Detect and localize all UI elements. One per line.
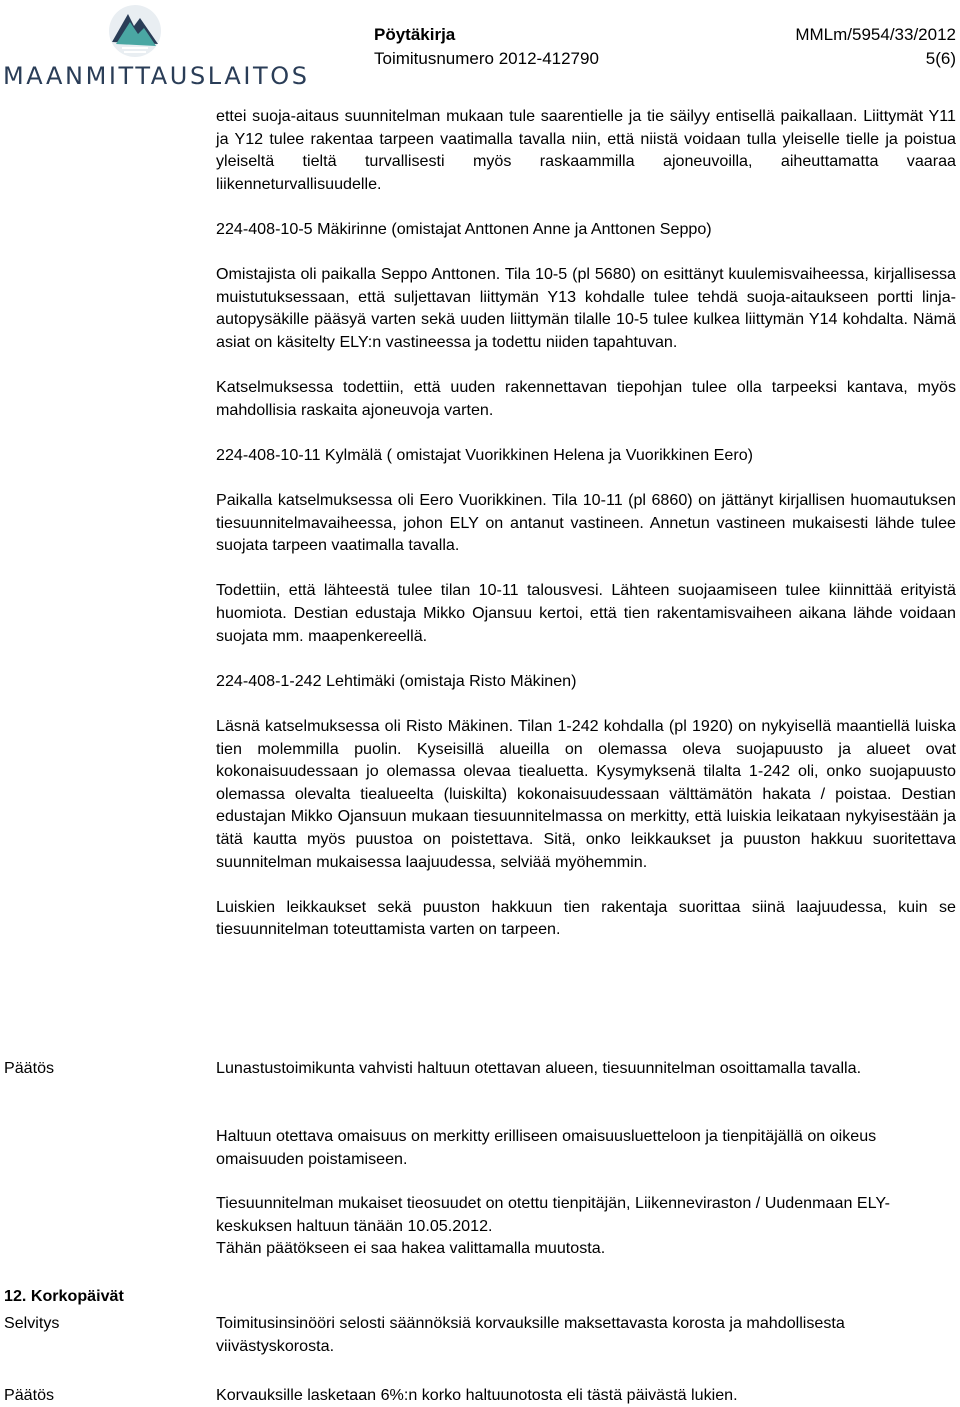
- interest-decision-text: [216, 1384, 956, 1407]
- section-heading: 12. Korkopäivät: [4, 1287, 124, 1305]
- paragraph: Katselmuksessa todettiin, että uuden rakennettavan tiepohjan tulee olla tarpeeksi kantava, myös mahdollisia raskaita ajoneuvoja varten.: [216, 378, 956, 419]
- logo-emblem-icon: [108, 4, 162, 58]
- paragraph: Lunastustoimikunta vahvisti haltuun otettavan alueen, tiesuunnitelman osoittamalla tavalla.: [216, 1059, 862, 1077]
- paragraph: Läsnä katselmuksessa oli Risto Mäkinen. Tilan 1-242 kohdalla (pl 1920) on nykyisellä maantiellä luiska tien molemmilla puolin. Kyseisillä alueilla on olemassa oleva suojapuusto ja alueet ovat kokonaisuudessaan jo olemassa olevaa tiealuetta. Kysymyksenä tilalta 1-242 oli, onko suojapuusto olemassa olevalta tiealueelta (luiskilta) kokonaisuudessaan välttämätön hakata / poistaa. Destian edustajan Mikko Ojansuun mukaan tiesuunnitelmassa on merkitty, että luiskia leikataan nykyisestään ja tätä kautta myös puustoa on poistettava. Sitä, onko leikkaukset ja puuston hakkuu suoritettava suunnitelman mukaisessa laajuudessa, selviää myöhemmin.: [216, 717, 956, 871]
- decision-text-2: [216, 1125, 956, 1170]
- paragraph: Korvauksille lasketaan 6%:n korko haltuunotosta eli tästä päivästä lukien.: [216, 1386, 738, 1404]
- case-number: Toimitusnumero 2012-412790: [374, 49, 599, 68]
- paragraph: ettei suoja-aitaus suunnitelman mukaan tule saarentielle ja tie säilyy entisellä paikallaan. Liittymät Y11 ja Y12 tulee rakentaa tarpeen vaatimalla tavalla niin, että niistä voidaan tulla yleiselle tielle ja poistua yleiseltä tieltä turvallisesti myös raskaammilla ajoneuvoilla, aiheuttamatta vaaraa liikenneturvallisuudelle.: [216, 107, 956, 193]
- selvitys-label: Selvitys: [4, 1314, 60, 1332]
- property-heading: 224-408-10-11 Kylmälä ( omistajat Vuorikkinen Helena ja Vuorikkinen Eero): [216, 445, 754, 464]
- decision-text-1: [216, 1057, 956, 1080]
- paragraph: Tähän päätökseen ei saa hakea valittamalla muutosta.: [216, 1239, 606, 1258]
- paragraph: Paikalla katselmuksessa oli Eero Vuorikkinen. Tila 10-11 (pl 6860) on jättänyt kirjallisen huomautuksen tiesuunnitelmavaiheessa, johon ELY on antanut vastineen. Annetun vastineen mukaisesti lähde tulee suojata tarpeen vaatimalla tavalla.: [216, 491, 956, 555]
- paragraph: Luiskien leikkaukset sekä puuston hakkuun tien rakentaja suorittaa siinä laajuudessa, kuin se tiesuunnitelman toteuttamista varten on tarpeen.: [216, 897, 956, 939]
- document-body: [216, 105, 956, 941]
- interest-decision-label: Päätös: [4, 1386, 55, 1404]
- selvitys-text: [216, 1312, 956, 1357]
- paragraph: Haltuun otettava omaisuus on merkitty erilliseen omaisuusluetteloon ja tienpitäjällä on oikeus omaisuuden poistamiseen.: [216, 1127, 877, 1168]
- document-type: Pöytäkirja: [374, 25, 456, 44]
- logo-wordmark: MAANMITTAUSLAITOS: [3, 62, 310, 90]
- page-number: 5(6): [925, 49, 956, 68]
- organization-logo: [0, 0, 310, 95]
- paragraph: Toimitusinsinööri selosti säännöksiä korvauksille maksettavasta korosta ja mahdollisesta viivästyskorosta.: [216, 1314, 845, 1355]
- paragraph: Todettiin, että lähteestä tulee tilan 10-11 talousvesi. Lähteen suojaamiseen tulee kiinnittää erityistä huomiota. Destian edustaja Mikko Ojansuu kertoi, että tien rakentamisvaiheen aikana lähde voidaan suojata mm. maapenkereellä.: [216, 581, 956, 645]
- property-heading: 224-408-10-5 Mäkirinne (omistajat Anttonen Anne ja Anttonen Seppo): [216, 219, 712, 238]
- paragraph: Omistajista oli paikalla Seppo Anttonen. Tila 10-5 (pl 5680) on esittänyt kuulemisvaiheessa, kirjallisessa muistutuksessaan, että suljettavan liittymän Y13 kohdalle tulee tehdä suoja-aitaukseen portti linja-autopysäkille pääsyä varten sekä uuden liittymän tilalle 10-5 tulee kulkea liittymän Y14 kohdalta. Nämä asiat on käsitelty ELY:n vastineessa ja todettu niiden tapahtuvan.: [216, 265, 956, 351]
- property-heading: 224-408-1-242 Lehtimäki (omistaja Risto Mäkinen): [216, 671, 577, 690]
- paragraph: Tiesuunnitelman mukaiset tieosuudet on otettu tienpitäjän, Liikenneviraston / Uudenmaan ELY-keskuksen haltuun tänään 10.05.2012.: [216, 1194, 890, 1235]
- decision-text-3: [216, 1192, 956, 1260]
- document-reference: MMLm/5954/33/2012: [795, 25, 956, 44]
- decision-label: Päätös: [4, 1059, 55, 1077]
